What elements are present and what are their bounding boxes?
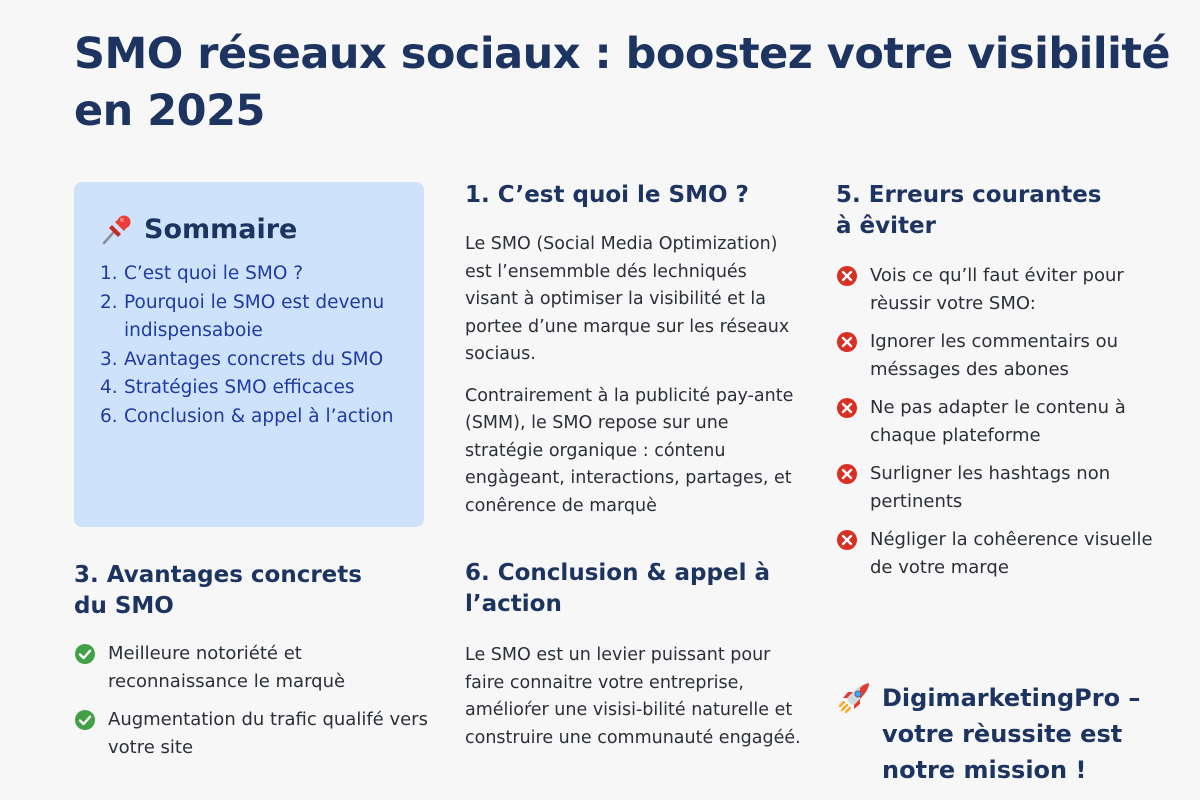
list-item-text: Ignorer les commentairs ou méssages des abones — [870, 331, 1119, 380]
toc-header — [100, 212, 404, 246]
toc-item-label: Pourquoi le SMO est devenu indispensaboie — [124, 291, 385, 341]
section-heading: 6. Conclusion & appel à l’action — [465, 560, 770, 617]
section-common-mistakes — [836, 180, 1176, 592]
section-paragraph: Le SMO est un levier puissant pour faire connaitre votre entreprise, amélioŕer une visisi-bilité naturelle et construire une communauté engagéé. — [465, 645, 801, 748]
section-benefits — [74, 560, 434, 772]
red-cross-icon — [836, 265, 858, 287]
list-item-text: Vois ce qu’ll faut éviter pour rèussir votre SMO: — [870, 265, 1124, 314]
toc-item[interactable] — [100, 346, 404, 375]
list-item — [836, 460, 1176, 515]
toc-list — [100, 260, 404, 431]
section-conclusion — [465, 558, 805, 752]
toc-item-label: Conclusion & appel à l’action — [124, 405, 394, 427]
toc-item-number: 3. — [100, 348, 118, 370]
mistakes-list — [836, 262, 1176, 581]
toc-item[interactable] — [100, 374, 404, 403]
toc-item-label: Avantages concrets du SMO — [124, 348, 384, 370]
section-heading: 5. Erreurs courantes à êviter — [836, 182, 1102, 239]
brand-tagline-text: DigimarketingPro – votre rèussite est notre mission ! — [882, 684, 1141, 784]
toc-item[interactable] — [100, 260, 404, 289]
toc-item-number: 4. — [100, 377, 118, 398]
section-what-is-smo — [465, 180, 805, 520]
toc-item-number: 2. — [100, 291, 118, 313]
rocket-icon — [838, 680, 872, 714]
table-of-contents — [74, 182, 424, 527]
list-item-text: Augmentation du trafic qualifé vers votre site — [108, 709, 428, 758]
red-cross-icon — [836, 529, 858, 551]
list-item — [836, 328, 1176, 383]
toc-item[interactable] — [100, 403, 404, 432]
toc-item[interactable] — [100, 289, 404, 346]
section-paragraph: Le SMO (Social Media Optimization) est l’ensemmble dés lechniqués visant à optimiser la visibilité et la portee d’une marque sur les réseaux sociaus. — [465, 234, 790, 364]
toc-title: Sommaire — [144, 213, 298, 245]
page-title-line2: en 2025 — [74, 86, 265, 136]
section-heading: 3. Avantages concrets du SMO — [74, 562, 362, 619]
list-item — [836, 394, 1176, 449]
page-title — [74, 26, 1174, 140]
toc-item-number: 6. — [100, 405, 118, 427]
red-cross-icon — [836, 463, 858, 485]
list-item — [74, 640, 434, 695]
list-item-text: Ne pas adapter le contenu à chaque plateforme — [870, 397, 1126, 446]
list-item — [836, 262, 1176, 317]
list-item-text: Négliger la cohêerence visuelle de votre marqe — [870, 529, 1153, 578]
red-cross-icon — [836, 397, 858, 419]
green-check-icon — [74, 643, 96, 665]
page-title-line1: SMO réseaux sociaux : boostez votre visibilité — [74, 29, 1171, 79]
pushpin-icon — [100, 212, 134, 246]
section-paragraph: Contrairement à la publicité pay-ante (SMM), le SMO repose sur une stratégie organique : cóntenu engàgeant, interactions, partages, et conêrence de marquè — [465, 385, 794, 516]
list-item — [74, 706, 434, 761]
section-heading: 1. C’est quoi le SMO ? — [465, 182, 749, 208]
benefits-list — [74, 640, 434, 761]
green-check-icon — [74, 709, 96, 731]
toc-item-label: Stratégies SMO efficaces — [124, 377, 355, 398]
list-item-text: Meilleure notoriété et reconnaissance le marquè — [108, 643, 346, 692]
toc-item-label: C’est quoi le SMO ? — [124, 263, 304, 284]
list-item — [836, 526, 1176, 581]
brand-tagline — [838, 680, 1168, 788]
toc-item-number: 1. — [100, 263, 118, 284]
list-item-text: Surligner les hashtags non pertinents — [870, 463, 1111, 512]
red-cross-icon — [836, 331, 858, 353]
